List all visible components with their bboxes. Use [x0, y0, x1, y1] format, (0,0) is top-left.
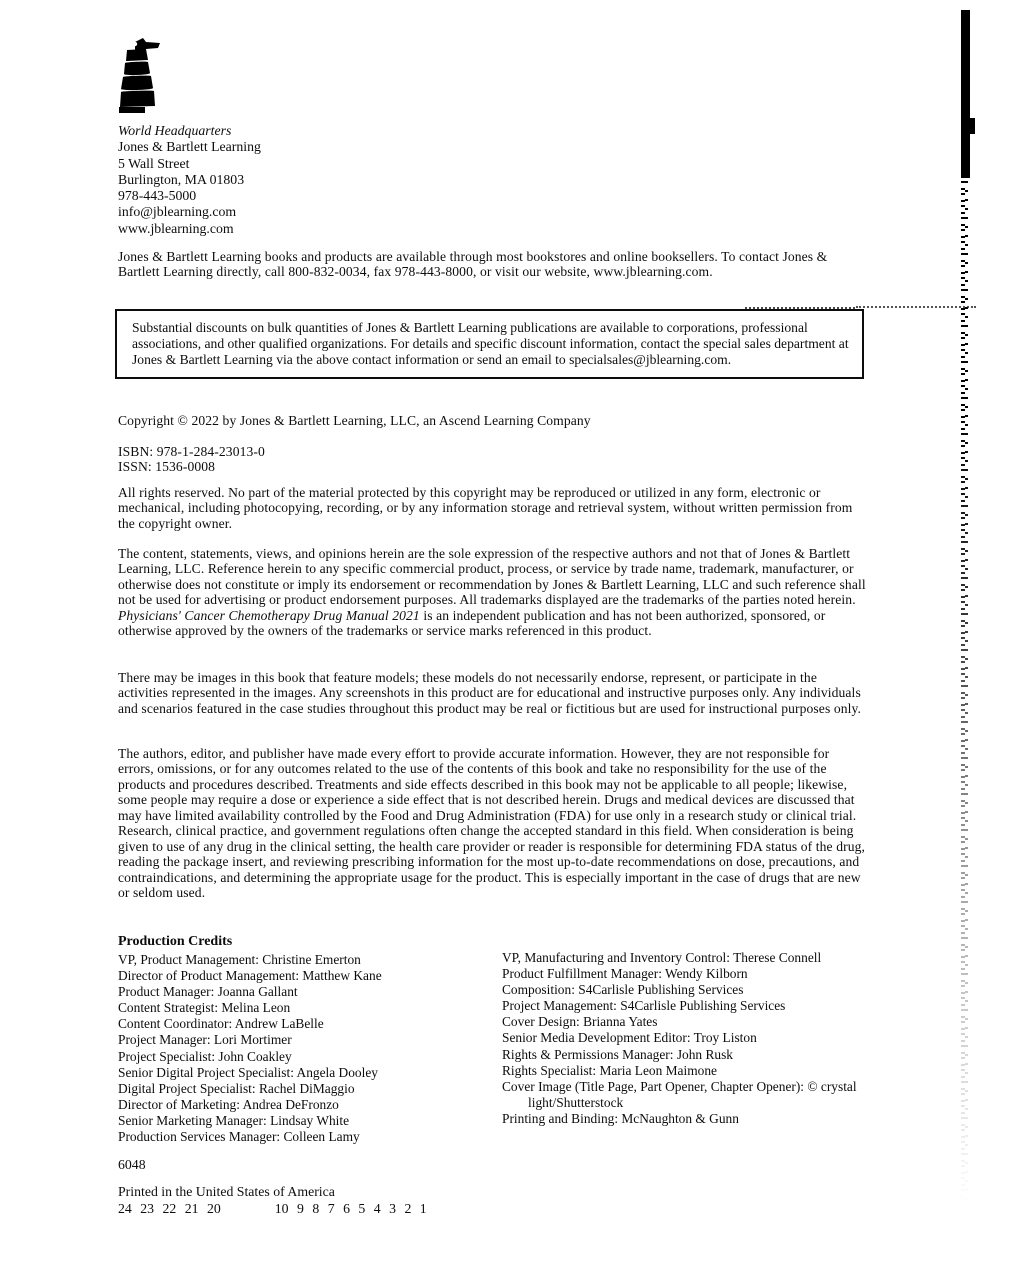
- credit-item: VP, Product Management: Christine Emerton: [118, 952, 361, 967]
- printed-in-line: Printed in the United States of America: [118, 1184, 335, 1199]
- isbn-line: ISBN: 978-1-284-23013-0: [118, 444, 265, 459]
- issn-line: ISSN: 1536-0008: [118, 459, 216, 475]
- credit-item: Director of Product Management: Matthew Kane: [118, 968, 382, 984]
- models-paragraph: There may be images in this book that feature models; these models do not necessarily endorse, represent, or participate in the activities represented in the images. Any screenshots in this product are for educational and instructive purposes only. Any individuals and scenarios featured in the case studies throughout this product may be real or fictitious but are used for instructional purposes only.: [118, 670, 862, 716]
- publisher-email: info@jblearning.com: [118, 204, 237, 220]
- availability-paragraph: Jones & Bartlett Learning books and products are available through most bookstores and online booksellers. To contact Jones & Bartlett Learning directly, call 800-832-0034, fax 978-443-8000, or visit our website, www.jblearning.com.: [118, 249, 828, 280]
- scan-artifact-notch: [968, 118, 975, 134]
- rights-paragraph: All rights reserved. No part of the material protected by this copyright may be reproduced or utilized in any form, electronic or mechanical, including photocopying, recording, or by any information storage and retrieval system, without written permission from the copyright owner.: [118, 485, 853, 531]
- book-title: Physicians' Cancer Chemotherapy Drug Manual 2021: [118, 607, 420, 623]
- credit-item: Senior Marketing Manager: Lindsay White: [118, 1112, 350, 1128]
- credit-item: Content Coordinator: Andrew LaBelle: [118, 1016, 324, 1032]
- bulk-discount-text: Substantial discounts on bulk quantities of Jones & Bartlett Learning publications are available to corporations, professional associations, and other qualified organizations. For details and specific discount information, contact the special sales department at Jones & Bartlett Learning via the above contact information or send an email to specialsales@jblearning.com.: [132, 320, 849, 367]
- trademark-paragraph-pre: The content, statements, views, and opinions herein are the sole expression of the respective authors and not that of Jones & Bartlett Learning, LLC. Reference herein to any specific commercial product, process, or service by trade name, trademark, manufacturer, or otherwise does not constitute or imply its endorsement or recommendation by Jones & Bartlett Learning, LLC and such reference shall not be used for advertising or product endorsement purposes. All trademarks displayed are the trademarks of the parties noted herein.: [118, 546, 866, 608]
- trademark-paragraph: [118, 546, 866, 639]
- publisher-name: Jones & Bartlett Learning: [118, 139, 261, 155]
- production-credits-heading: Production Credits: [118, 934, 233, 949]
- medical-disclaimer-paragraph: The authors, editor, and publisher have made every effort to provide accurate information. However, they are not responsible for errors, omissions, or for any outcomes related to the use of the contents of this book and take no responsibility for the use of the products and procedures described. Treatments and side effects described in this book may not be applicable to all people; likewise, some people may require a dose or experience a side effect that is not described herein. Drugs and medical devices are discussed that may have limited availability controlled by the Food and Drug Administration (FDA) for use only in a research study or clinical trial. Research, clinical practice, and government regulations often change the accepted standard in this field. When consideration is being given to use of any drug in the clinical setting, the health care provider or reader is responsible for determining FDA status of the drug, reading the package insert, and reviewing prescribing information for the most up-to-date recommendations on dose, precautions, and contraindications, and determining the appropriate usage for the product. This is especially important in the case of drugs that are new or seldom used.: [118, 746, 866, 901]
- credit-item: Senior Media Development Editor: Troy Liston: [502, 1030, 757, 1046]
- isbn-issn-block: [118, 444, 866, 475]
- credit-item: Product Manager: Joanna Gallant: [118, 984, 298, 1000]
- printer-code: 6048: [118, 1157, 146, 1172]
- publisher-street: 5 Wall Street: [118, 155, 190, 171]
- scan-artifact-dots: [856, 306, 976, 308]
- print-run-years: 24 23 22 21 20: [118, 1201, 221, 1216]
- credit-item: Director of Marketing: Andrea DeFronzo: [118, 1096, 339, 1112]
- trademark-paragraph-post: is an independent publication and has not been authorized, sponsored, or otherwise approved by the owners of the trademarks or service marks referenced in this product.: [118, 607, 826, 639]
- publisher-address-block: [118, 123, 261, 237]
- credit-item: Digital Project Specialist: Rachel DiMaggio: [118, 1080, 355, 1096]
- credit-item: Composition: S4Carlisle Publishing Services: [502, 982, 744, 998]
- publisher-phone: 978-443-5000: [118, 188, 197, 204]
- scan-artifact-bar: [961, 10, 970, 178]
- credit-item: Rights Specialist: Maria Leon Maimone: [502, 1062, 717, 1078]
- credit-item: Product Fulfillment Manager: Wendy Kilborn: [502, 966, 748, 982]
- credit-item: Production Services Manager: Colleen Lamy: [118, 1129, 360, 1145]
- print-run-numbers: 10 9 8 7 6 5 4 3 2 1: [274, 1201, 427, 1216]
- publisher-website: www.jblearning.com: [118, 220, 234, 236]
- credit-item: Senior Digital Project Specialist: Angela Dooley: [118, 1064, 378, 1080]
- bulk-discount-box: [115, 309, 864, 379]
- production-credits-right-column: [502, 950, 858, 1127]
- print-run-line: [118, 1201, 427, 1217]
- publisher-city: Burlington, MA 01803: [118, 171, 245, 187]
- world-headquarters-label: World Headquarters: [118, 123, 232, 138]
- copyright-line: Copyright © 2022 by Jones & Bartlett Learning, LLC, an Ascend Learning Company: [118, 413, 591, 428]
- credit-item: Content Strategist: Melina Leon: [118, 1000, 291, 1016]
- lighthouse-icon: [113, 36, 163, 114]
- scan-artifact-dots-boxtop: [745, 307, 855, 309]
- production-credits-left-column: [118, 952, 496, 1145]
- credit-item: Printing and Binding: McNaughton & Gunn: [502, 1110, 739, 1126]
- credit-item: Project Specialist: John Coakley: [118, 1048, 292, 1064]
- credit-item: Rights & Permissions Manager: John Rusk: [502, 1046, 733, 1062]
- credit-item: VP, Manufacturing and Inventory Control: Therese Connell: [502, 950, 822, 965]
- scan-artifact-speckle: [961, 176, 969, 1206]
- publisher-logo: [113, 36, 163, 119]
- credit-item: Cover Design: Brianna Yates: [502, 1014, 658, 1030]
- credit-item: Cover Image (Title Page, Part Opener, Chapter Opener): © crystal light/Shutterstock: [502, 1078, 857, 1110]
- credit-item: Project Management: S4Carlisle Publishing Services: [502, 998, 786, 1014]
- credit-item: Project Manager: Lori Mortimer: [118, 1032, 292, 1048]
